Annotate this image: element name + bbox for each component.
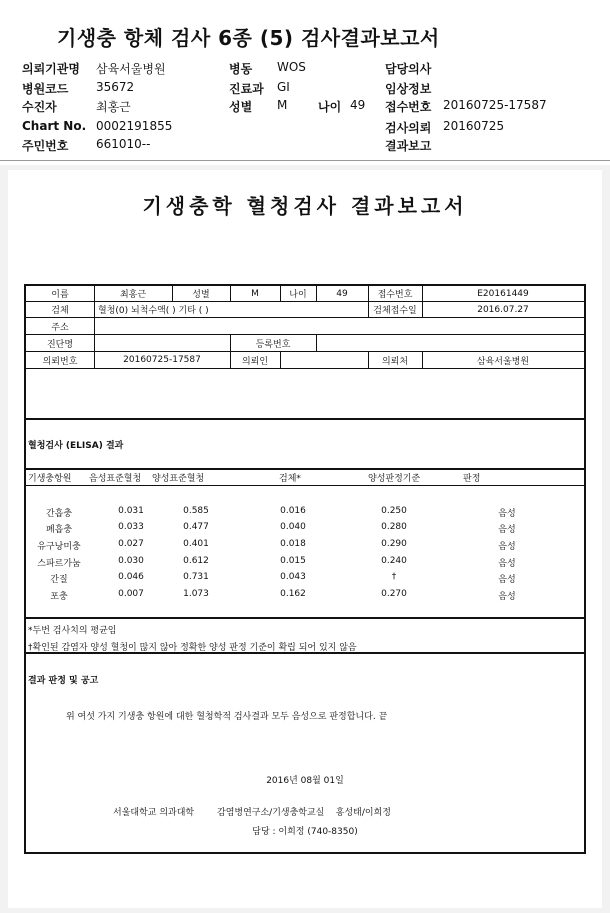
specimen-value: 혈청(0) 뇌척수액( ) 기타 ( ) — [98, 306, 209, 316]
report-header — [0, 0, 610, 165]
row-criterion: 0.270 — [381, 589, 407, 599]
age-value: 49 — [350, 98, 366, 112]
hospital-code-value: 35672 — [96, 80, 135, 94]
row-judgment: 음성 — [498, 592, 516, 602]
address-label: 주소 — [51, 322, 69, 333]
receipt-no-value-cell: E20161449 — [477, 288, 529, 299]
row-positive: 0.477 — [183, 522, 209, 532]
request-no-value: 20160725-17587 — [123, 355, 201, 365]
row-antigen: 스파르가눔 — [37, 559, 81, 569]
row-criterion: 0.280 — [381, 522, 407, 532]
conclusion-text: 위 여섯 가지 기생충 항원에 대한 혈청학적 검사결과 모두 음성으로 판정합니다. 끝 — [66, 712, 388, 722]
name-value: 최홍근 — [119, 290, 147, 300]
receipt-no-label-cell: 접수번호 — [377, 290, 413, 300]
resident-no-label: 주민번호 — [22, 139, 69, 153]
exam-request-label: 검사의뢰 — [385, 121, 432, 135]
row-criterion: † — [391, 572, 397, 582]
footnote-average: *두번 검사치의 평균임 — [28, 626, 117, 636]
result-report-label: 결과보고 — [385, 139, 432, 153]
row-negative: 0.031 — [118, 506, 144, 516]
report-date: 2016년 08월 01일 — [266, 776, 344, 786]
chart-no-value: 0002191855 — [96, 119, 173, 133]
row-specimen: 0.162 — [280, 589, 306, 599]
row-antigen: 간질 — [50, 575, 68, 585]
requester-label: 의뢰인 — [241, 356, 269, 367]
specimen-date-label: 검체접수일 — [373, 306, 417, 316]
divider-table-header — [26, 485, 584, 486]
reg-no-label: 등록번호 — [255, 339, 291, 350]
reg-no-value — [316, 335, 584, 351]
report-lab: 서울대학교 의과대학 감염병연구소/기생충학교실 홍성태/이희정 — [113, 808, 391, 818]
clinical-info-label: 임상정보 — [385, 82, 432, 96]
request-place-label: 의뢰처 — [381, 356, 409, 367]
specimen-label: 검체 — [51, 306, 69, 316]
row-judgment: 음성 — [498, 509, 516, 519]
row-specimen: 0.043 — [280, 572, 306, 582]
report-title: 기생충학 혈청검사 결과보고서 — [142, 194, 468, 218]
row-antigen: 폐흡충 — [45, 525, 73, 535]
department-label: 진료과 — [229, 82, 264, 96]
row-positive: 0.401 — [183, 539, 209, 549]
divider-info-end — [26, 418, 584, 420]
diagnosis-label: 진단명 — [46, 339, 74, 350]
row-negative: 0.030 — [118, 556, 144, 566]
info-row-request — [26, 352, 584, 369]
footnote-dagger: †확인된 감염자 양성 혈청이 많지 않아 정확한 양성 판정 기준이 확립 되어 있지 않음 — [28, 643, 357, 653]
conclusion-title: 결과 판정 및 공고 — [28, 676, 99, 686]
doctor-label: 담당의사 — [385, 62, 432, 76]
requester-value — [280, 352, 368, 368]
row-judgment: 음성 — [498, 575, 516, 585]
recipient-value: 최홍근 — [96, 100, 131, 114]
row-negative: 0.046 — [118, 572, 144, 582]
row-antigen: 유구낭미충 — [37, 542, 81, 552]
row-positive: 1.073 — [183, 589, 209, 599]
department-value: GI — [277, 80, 290, 94]
specimen-date-value: 2016.07.27 — [477, 304, 529, 315]
resident-no-value: 661010-- — [96, 137, 151, 151]
ward-value: WOS — [277, 60, 306, 74]
header-judgment: 판정 — [463, 474, 481, 484]
request-place-value: 삼육서울병원 — [476, 356, 530, 367]
info-row-address — [26, 318, 584, 335]
row-positive: 0.612 — [183, 556, 209, 566]
age-label: 나이 — [318, 100, 342, 114]
row-positive: 0.731 — [183, 572, 209, 582]
receipt-no-label: 접수번호 — [385, 100, 432, 114]
header-positive-std: 양성표준혈청 — [152, 474, 205, 484]
receipt-no-value: 20160725-17587 — [443, 98, 547, 112]
row-antigen: 간흡충 — [45, 509, 73, 519]
header-negative-std: 음성표준혈청 — [89, 474, 142, 484]
row-judgment: 음성 — [498, 525, 516, 535]
row-specimen: 0.018 — [280, 539, 306, 549]
diagnosis-value — [94, 335, 230, 351]
divider-table-end — [26, 617, 584, 619]
sex-label: 성별 — [229, 100, 253, 114]
address-value — [94, 318, 584, 334]
sex-value-cell: M — [251, 288, 259, 299]
request-no-label: 의뢰번호 — [42, 356, 78, 367]
header-antigen: 기생충항원 — [28, 474, 72, 484]
row-specimen: 0.016 — [280, 506, 306, 516]
exam-request-value: 20160725 — [443, 119, 505, 133]
row-judgment: 음성 — [498, 559, 516, 569]
header-positive-criterion: 양성판정기준 — [368, 474, 421, 484]
row-specimen: 0.015 — [280, 556, 306, 566]
row-criterion: 0.240 — [381, 556, 407, 566]
info-row-name — [26, 286, 584, 302]
row-antigen: 포충 — [50, 592, 68, 602]
info-row-specimen — [26, 302, 584, 318]
row-negative: 0.033 — [118, 522, 144, 532]
age-label-cell: 나이 — [289, 290, 307, 300]
name-label: 이름 — [51, 290, 69, 300]
row-negative: 0.007 — [118, 589, 144, 599]
row-negative: 0.027 — [118, 539, 144, 549]
header-specimen: 검체* — [279, 474, 301, 484]
sex-value: M — [277, 98, 288, 112]
row-criterion: 0.290 — [381, 539, 407, 549]
report-box — [24, 284, 586, 854]
header-title: 기생충 항체 검사 6종 (5) 검사결과보고서 — [57, 26, 440, 50]
row-positive: 0.585 — [183, 506, 209, 516]
chart-no-label: Chart No. — [22, 119, 87, 133]
recipient-label: 수진자 — [22, 100, 57, 114]
hospital-code-label: 병원코드 — [22, 82, 69, 96]
ward-label: 병동 — [229, 62, 253, 76]
report-contact: 담당 : 이희정 (740-8350) — [252, 827, 358, 837]
row-criterion: 0.250 — [381, 506, 407, 516]
row-judgment: 음성 — [498, 542, 516, 552]
requesting-institution-value: 삼육서울병원 — [96, 62, 166, 76]
sex-label-cell: 성별 — [192, 290, 210, 300]
age-value-cell: 49 — [336, 288, 348, 299]
divider-elisa-title — [26, 468, 584, 470]
row-specimen: 0.040 — [280, 522, 306, 532]
elisa-section-title: 혈청검사 (ELISA) 결과 — [28, 441, 124, 451]
requesting-institution-label: 의뢰기관명 — [22, 62, 80, 76]
info-row-diagnosis — [26, 335, 584, 352]
header-divider — [0, 160, 610, 161]
